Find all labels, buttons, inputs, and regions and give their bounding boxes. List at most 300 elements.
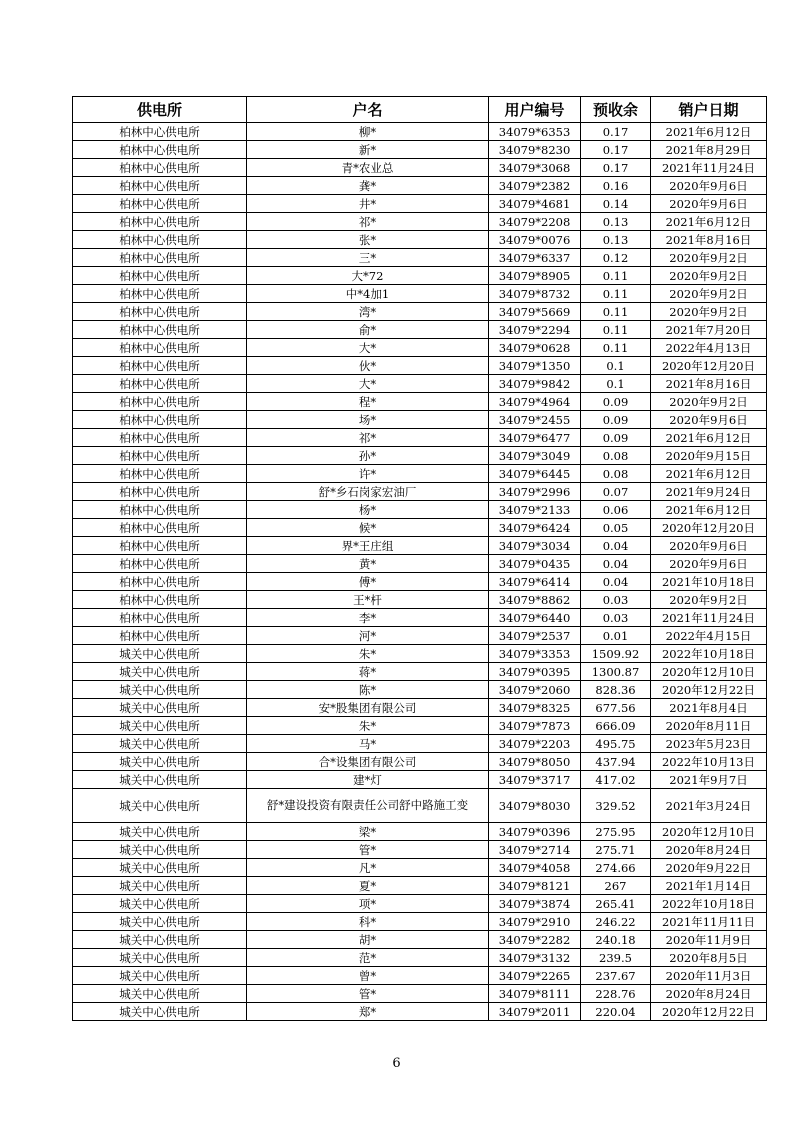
user-number-cell: 34079*7873: [489, 717, 581, 735]
prepaid-balance-cell: 0.01: [581, 627, 651, 645]
power-station-cell: 城关中心供电所: [73, 895, 247, 913]
power-station-cell: 柏林中心供电所: [73, 123, 247, 141]
prepaid-balance-cell: 0.04: [581, 537, 651, 555]
closure-date-cell: 2020年8月11日: [651, 717, 767, 735]
power-station-cell: 柏林中心供电所: [73, 393, 247, 411]
account-name-cell: 管*: [247, 985, 489, 1003]
closure-date-cell: 2021年10月18日: [651, 573, 767, 591]
user-number-cell: 34079*0395: [489, 663, 581, 681]
table-row: [73, 321, 767, 339]
closure-date-cell: 2020年12月22日: [651, 1003, 767, 1021]
closure-date-cell: 2020年12月22日: [651, 681, 767, 699]
prepaid-balance-cell: 267: [581, 877, 651, 895]
account-name-cell: 舒*建设投资有限责任公司舒中路施工变: [247, 789, 489, 823]
table-row: [73, 609, 767, 627]
header-closure-date: 销户日期: [651, 97, 767, 123]
prepaid-balance-cell: 0.09: [581, 393, 651, 411]
power-station-cell: 城关中心供电所: [73, 735, 247, 753]
user-number-cell: 34079*8862: [489, 591, 581, 609]
user-number-cell: 34079*8230: [489, 141, 581, 159]
account-name-cell: 俞*: [247, 321, 489, 339]
user-number-cell: 34079*8030: [489, 789, 581, 823]
table-row: [73, 447, 767, 465]
power-station-cell: 柏林中心供电所: [73, 447, 247, 465]
power-station-cell: 城关中心供电所: [73, 771, 247, 789]
account-name-cell: 三*: [247, 249, 489, 267]
prepaid-balance-cell: 0.11: [581, 303, 651, 321]
table-row: [73, 465, 767, 483]
user-number-cell: 34079*8325: [489, 699, 581, 717]
prepaid-balance-cell: 0.08: [581, 465, 651, 483]
table-row: [73, 249, 767, 267]
user-number-cell: 34079*0396: [489, 823, 581, 841]
table-row: [73, 411, 767, 429]
power-station-cell: 城关中心供电所: [73, 823, 247, 841]
table-row: [73, 717, 767, 735]
table-row: [73, 895, 767, 913]
table-row: [73, 699, 767, 717]
user-number-cell: 34079*3049: [489, 447, 581, 465]
account-name-cell: 河*: [247, 627, 489, 645]
account-name-cell: 伙*: [247, 357, 489, 375]
power-station-cell: 柏林中心供电所: [73, 591, 247, 609]
account-name-cell: 陈*: [247, 681, 489, 699]
power-station-cell: 城关中心供电所: [73, 681, 247, 699]
table-row: [73, 681, 767, 699]
prepaid-balance-cell: 246.22: [581, 913, 651, 931]
prepaid-balance-cell: 0.08: [581, 447, 651, 465]
account-name-cell: 祁*: [247, 213, 489, 231]
table-row: [73, 267, 767, 285]
closure-date-cell: 2022年4月15日: [651, 627, 767, 645]
closure-date-cell: 2022年10月18日: [651, 895, 767, 913]
prepaid-balance-cell: 0.07: [581, 483, 651, 501]
prepaid-balance-cell: 329.52: [581, 789, 651, 823]
power-station-cell: 柏林中心供电所: [73, 609, 247, 627]
power-station-cell: 柏林中心供电所: [73, 159, 247, 177]
table-row: [73, 931, 767, 949]
prepaid-balance-cell: 0.04: [581, 555, 651, 573]
user-number-cell: 34079*8121: [489, 877, 581, 895]
closure-date-cell: 2020年9月15日: [651, 447, 767, 465]
user-number-cell: 34079*8905: [489, 267, 581, 285]
table-row: [73, 841, 767, 859]
power-station-cell: 柏林中心供电所: [73, 411, 247, 429]
table-row: [73, 375, 767, 393]
closure-date-cell: 2022年10月13日: [651, 753, 767, 771]
table-row: [73, 303, 767, 321]
account-name-cell: 合*设集团有限公司: [247, 753, 489, 771]
power-station-cell: 柏林中心供电所: [73, 519, 247, 537]
account-closure-table: [72, 96, 767, 1021]
power-station-cell: 柏林中心供电所: [73, 195, 247, 213]
table-row: [73, 663, 767, 681]
power-station-cell: 城关中心供电所: [73, 663, 247, 681]
power-station-cell: 柏林中心供电所: [73, 429, 247, 447]
user-number-cell: 34079*2382: [489, 177, 581, 195]
power-station-cell: 城关中心供电所: [73, 699, 247, 717]
closure-date-cell: 2021年6月12日: [651, 429, 767, 447]
account-name-cell: 建*灯: [247, 771, 489, 789]
closure-date-cell: 2020年9月6日: [651, 537, 767, 555]
closure-date-cell: 2021年9月24日: [651, 483, 767, 501]
power-station-cell: 柏林中心供电所: [73, 231, 247, 249]
power-station-cell: 城关中心供电所: [73, 645, 247, 663]
closure-date-cell: 2020年11月9日: [651, 931, 767, 949]
closure-date-cell: 2021年11月24日: [651, 609, 767, 627]
prepaid-balance-cell: 275.95: [581, 823, 651, 841]
user-number-cell: 34079*6337: [489, 249, 581, 267]
closure-date-cell: 2020年9月2日: [651, 303, 767, 321]
closure-date-cell: 2021年6月12日: [651, 123, 767, 141]
user-number-cell: 34079*4058: [489, 859, 581, 877]
user-number-cell: 34079*8111: [489, 985, 581, 1003]
account-name-cell: 项*: [247, 895, 489, 913]
account-name-cell: 蒋*: [247, 663, 489, 681]
power-station-cell: 城关中心供电所: [73, 967, 247, 985]
account-name-cell: 梁*: [247, 823, 489, 841]
account-name-cell: 科*: [247, 913, 489, 931]
account-name-cell: 朱*: [247, 717, 489, 735]
prepaid-balance-cell: 0.14: [581, 195, 651, 213]
user-number-cell: 34079*2910: [489, 913, 581, 931]
power-station-cell: 城关中心供电所: [73, 753, 247, 771]
user-number-cell: 34079*6440: [489, 609, 581, 627]
prepaid-balance-cell: 239.5: [581, 949, 651, 967]
account-name-cell: 李*: [247, 609, 489, 627]
closure-date-cell: 2021年3月24日: [651, 789, 767, 823]
table-row: [73, 195, 767, 213]
user-number-cell: 34079*3874: [489, 895, 581, 913]
closure-date-cell: 2020年9月2日: [651, 393, 767, 411]
account-name-cell: 大*: [247, 339, 489, 357]
power-station-cell: 柏林中心供电所: [73, 339, 247, 357]
account-name-cell: 王*杆: [247, 591, 489, 609]
prepaid-balance-cell: 0.16: [581, 177, 651, 195]
closure-date-cell: 2020年12月10日: [651, 663, 767, 681]
prepaid-balance-cell: 265.41: [581, 895, 651, 913]
user-number-cell: 34079*0435: [489, 555, 581, 573]
table-row: [73, 967, 767, 985]
account-name-cell: 黄*: [247, 555, 489, 573]
closure-date-cell: 2020年9月2日: [651, 249, 767, 267]
power-station-cell: 柏林中心供电所: [73, 213, 247, 231]
power-station-cell: 城关中心供电所: [73, 913, 247, 931]
account-name-cell: 杨*: [247, 501, 489, 519]
table-row: [73, 771, 767, 789]
header-power-station: 供电所: [73, 97, 247, 123]
prepaid-balance-cell: 0.05: [581, 519, 651, 537]
power-station-cell: 城关中心供电所: [73, 717, 247, 735]
user-number-cell: 34079*2294: [489, 321, 581, 339]
account-name-cell: 井*: [247, 195, 489, 213]
table-row: [73, 393, 767, 411]
table-row: [73, 285, 767, 303]
prepaid-balance-cell: 0.17: [581, 123, 651, 141]
user-number-cell: 34079*6445: [489, 465, 581, 483]
account-name-cell: 马*: [247, 735, 489, 753]
user-number-cell: 34079*5669: [489, 303, 581, 321]
account-name-cell: 范*: [247, 949, 489, 967]
table-row: [73, 339, 767, 357]
prepaid-balance-cell: 0.12: [581, 249, 651, 267]
table-row: [73, 877, 767, 895]
closure-date-cell: 2021年11月24日: [651, 159, 767, 177]
account-name-cell: 候*: [247, 519, 489, 537]
prepaid-balance-cell: 437.94: [581, 753, 651, 771]
power-station-cell: 柏林中心供电所: [73, 285, 247, 303]
closure-date-cell: 2020年9月22日: [651, 859, 767, 877]
user-number-cell: 34079*2282: [489, 931, 581, 949]
prepaid-balance-cell: 0.06: [581, 501, 651, 519]
closure-date-cell: 2020年12月10日: [651, 823, 767, 841]
power-station-cell: 柏林中心供电所: [73, 303, 247, 321]
user-number-cell: 34079*9842: [489, 375, 581, 393]
power-station-cell: 城关中心供电所: [73, 877, 247, 895]
table-row: [73, 159, 767, 177]
header-prepaid-balance: 预收余: [581, 97, 651, 123]
user-number-cell: 34079*3068: [489, 159, 581, 177]
prepaid-balance-cell: 275.71: [581, 841, 651, 859]
closure-date-cell: 2022年10月18日: [651, 645, 767, 663]
header-account-name: 户名: [247, 97, 489, 123]
closure-date-cell: 2020年9月6日: [651, 555, 767, 573]
table-row: [73, 213, 767, 231]
table-row: [73, 823, 767, 841]
prepaid-balance-cell: 0.1: [581, 357, 651, 375]
table-row: [73, 357, 767, 375]
prepaid-balance-cell: 0.1: [581, 375, 651, 393]
prepaid-balance-cell: 220.04: [581, 1003, 651, 1021]
table-row: [73, 985, 767, 1003]
prepaid-balance-cell: 0.03: [581, 591, 651, 609]
closure-date-cell: 2020年12月20日: [651, 519, 767, 537]
table-row: [73, 177, 767, 195]
table-row: [73, 1003, 767, 1021]
prepaid-balance-cell: 0.11: [581, 321, 651, 339]
user-number-cell: 34079*8050: [489, 753, 581, 771]
closure-date-cell: 2020年8月24日: [651, 841, 767, 859]
user-number-cell: 34079*3132: [489, 949, 581, 967]
user-number-cell: 34079*2208: [489, 213, 581, 231]
power-station-cell: 柏林中心供电所: [73, 465, 247, 483]
closure-date-cell: 2020年9月2日: [651, 285, 767, 303]
closure-date-cell: 2021年8月4日: [651, 699, 767, 717]
user-number-cell: 34079*2996: [489, 483, 581, 501]
power-station-cell: 城关中心供电所: [73, 789, 247, 823]
account-name-cell: 胡*: [247, 931, 489, 949]
prepaid-balance-cell: 1300.87: [581, 663, 651, 681]
prepaid-balance-cell: 0.17: [581, 141, 651, 159]
prepaid-balance-cell: 0.11: [581, 339, 651, 357]
account-name-cell: 郑*: [247, 1003, 489, 1021]
table-row: [73, 913, 767, 931]
power-station-cell: 柏林中心供电所: [73, 267, 247, 285]
account-name-cell: 安*股集团有限公司: [247, 699, 489, 717]
user-number-cell: 34079*6477: [489, 429, 581, 447]
account-name-cell: 场*: [247, 411, 489, 429]
power-station-cell: 城关中心供电所: [73, 1003, 247, 1021]
user-number-cell: 34079*2714: [489, 841, 581, 859]
closure-date-cell: 2020年8月24日: [651, 985, 767, 1003]
user-number-cell: 34079*1350: [489, 357, 581, 375]
account-name-cell: 傅*: [247, 573, 489, 591]
power-station-cell: 城关中心供电所: [73, 859, 247, 877]
power-station-cell: 柏林中心供电所: [73, 627, 247, 645]
prepaid-balance-cell: 828.36: [581, 681, 651, 699]
table-body: [73, 123, 767, 1021]
power-station-cell: 柏林中心供电所: [73, 501, 247, 519]
closure-date-cell: 2023年5月23日: [651, 735, 767, 753]
closure-date-cell: 2021年6月12日: [651, 465, 767, 483]
table-row: [73, 537, 767, 555]
closure-date-cell: 2021年8月16日: [651, 375, 767, 393]
user-number-cell: 34079*4681: [489, 195, 581, 213]
user-number-cell: 34079*3717: [489, 771, 581, 789]
power-station-cell: 城关中心供电所: [73, 931, 247, 949]
power-station-cell: 柏林中心供电所: [73, 375, 247, 393]
user-number-cell: 34079*2455: [489, 411, 581, 429]
closure-date-cell: 2021年9月7日: [651, 771, 767, 789]
table-row: [73, 519, 767, 537]
power-station-cell: 柏林中心供电所: [73, 249, 247, 267]
account-name-cell: 青*农业总: [247, 159, 489, 177]
closure-date-cell: 2021年6月12日: [651, 213, 767, 231]
prepaid-balance-cell: 228.76: [581, 985, 651, 1003]
page-number: 6: [392, 1056, 401, 1071]
power-station-cell: 柏林中心供电所: [73, 321, 247, 339]
closure-date-cell: 2020年9月2日: [651, 267, 767, 285]
account-name-cell: 舒*乡石岗家宏油厂: [247, 483, 489, 501]
user-number-cell: 34079*6353: [489, 123, 581, 141]
closure-date-cell: 2020年9月6日: [651, 195, 767, 213]
table-row: [73, 231, 767, 249]
user-number-cell: 34079*0076: [489, 231, 581, 249]
power-station-cell: 城关中心供电所: [73, 949, 247, 967]
prepaid-balance-cell: 1509.92: [581, 645, 651, 663]
prepaid-balance-cell: 0.17: [581, 159, 651, 177]
account-name-cell: 界*王庄组: [247, 537, 489, 555]
closure-date-cell: 2021年11月11日: [651, 913, 767, 931]
table-row: [73, 483, 767, 501]
table-row: [73, 591, 767, 609]
table-row: [73, 141, 767, 159]
power-station-cell: 城关中心供电所: [73, 985, 247, 1003]
power-station-cell: 柏林中心供电所: [73, 573, 247, 591]
table-row: [73, 555, 767, 573]
user-number-cell: 34079*2060: [489, 681, 581, 699]
table-row: [73, 753, 767, 771]
table-row: [73, 645, 767, 663]
header-user-number: 用户编号: [489, 97, 581, 123]
prepaid-balance-cell: 0.03: [581, 609, 651, 627]
prepaid-balance-cell: 0.09: [581, 411, 651, 429]
closure-date-cell: 2021年7月20日: [651, 321, 767, 339]
closure-date-cell: 2020年9月6日: [651, 411, 767, 429]
user-number-cell: 34079*2133: [489, 501, 581, 519]
prepaid-balance-cell: 495.75: [581, 735, 651, 753]
user-number-cell: 34079*2537: [489, 627, 581, 645]
user-number-cell: 34079*6424: [489, 519, 581, 537]
user-number-cell: 34079*0628: [489, 339, 581, 357]
account-name-cell: 柳*: [247, 123, 489, 141]
user-number-cell: 34079*4964: [489, 393, 581, 411]
account-name-cell: 管*: [247, 841, 489, 859]
user-number-cell: 34079*2011: [489, 1003, 581, 1021]
account-name-cell: 许*: [247, 465, 489, 483]
closure-date-cell: 2021年8月16日: [651, 231, 767, 249]
account-name-cell: 新*: [247, 141, 489, 159]
table-row: [73, 573, 767, 591]
power-station-cell: 柏林中心供电所: [73, 555, 247, 573]
user-number-cell: 34079*2203: [489, 735, 581, 753]
account-name-cell: 曾*: [247, 967, 489, 985]
account-name-cell: 张*: [247, 231, 489, 249]
account-name-cell: 夏*: [247, 877, 489, 895]
prepaid-balance-cell: 240.18: [581, 931, 651, 949]
account-name-cell: 龚*: [247, 177, 489, 195]
power-station-cell: 城关中心供电所: [73, 841, 247, 859]
closure-date-cell: 2020年12月20日: [651, 357, 767, 375]
table-row: [73, 429, 767, 447]
user-number-cell: 34079*3353: [489, 645, 581, 663]
power-station-cell: 柏林中心供电所: [73, 483, 247, 501]
prepaid-balance-cell: 0.11: [581, 285, 651, 303]
prepaid-balance-cell: 0.13: [581, 231, 651, 249]
user-number-cell: 34079*8732: [489, 285, 581, 303]
table-row: [73, 501, 767, 519]
account-name-cell: 祁*: [247, 429, 489, 447]
prepaid-balance-cell: 677.56: [581, 699, 651, 717]
account-name-cell: 凡*: [247, 859, 489, 877]
closure-date-cell: 2021年6月12日: [651, 501, 767, 519]
power-station-cell: 柏林中心供电所: [73, 177, 247, 195]
prepaid-balance-cell: 0.04: [581, 573, 651, 591]
table-row: [73, 859, 767, 877]
account-name-cell: 程*: [247, 393, 489, 411]
account-name-cell: 大*: [247, 375, 489, 393]
table-row: [73, 123, 767, 141]
prepaid-balance-cell: 0.11: [581, 267, 651, 285]
power-station-cell: 柏林中心供电所: [73, 357, 247, 375]
table-row: [73, 735, 767, 753]
closure-date-cell: 2020年9月6日: [651, 177, 767, 195]
prepaid-balance-cell: 417.02: [581, 771, 651, 789]
user-number-cell: 34079*6414: [489, 573, 581, 591]
user-number-cell: 34079*3034: [489, 537, 581, 555]
closure-date-cell: 2021年8月29日: [651, 141, 767, 159]
prepaid-balance-cell: 274.66: [581, 859, 651, 877]
closure-date-cell: 2020年9月2日: [651, 591, 767, 609]
prepaid-balance-cell: 0.13: [581, 213, 651, 231]
user-number-cell: 34079*2265: [489, 967, 581, 985]
account-name-cell: 朱*: [247, 645, 489, 663]
account-name-cell: 中*4加1: [247, 285, 489, 303]
account-name-cell: 湾*: [247, 303, 489, 321]
table-row: [73, 789, 767, 823]
prepaid-balance-cell: 237.67: [581, 967, 651, 985]
closure-date-cell: 2020年8月5日: [651, 949, 767, 967]
account-name-cell: 大*72: [247, 267, 489, 285]
closure-date-cell: 2020年11月3日: [651, 967, 767, 985]
power-station-cell: 柏林中心供电所: [73, 537, 247, 555]
power-station-cell: 柏林中心供电所: [73, 141, 247, 159]
table-header-row: [73, 97, 767, 123]
table-row: [73, 949, 767, 967]
prepaid-balance-cell: 666.09: [581, 717, 651, 735]
table-row: [73, 627, 767, 645]
closure-date-cell: 2022年4月13日: [651, 339, 767, 357]
